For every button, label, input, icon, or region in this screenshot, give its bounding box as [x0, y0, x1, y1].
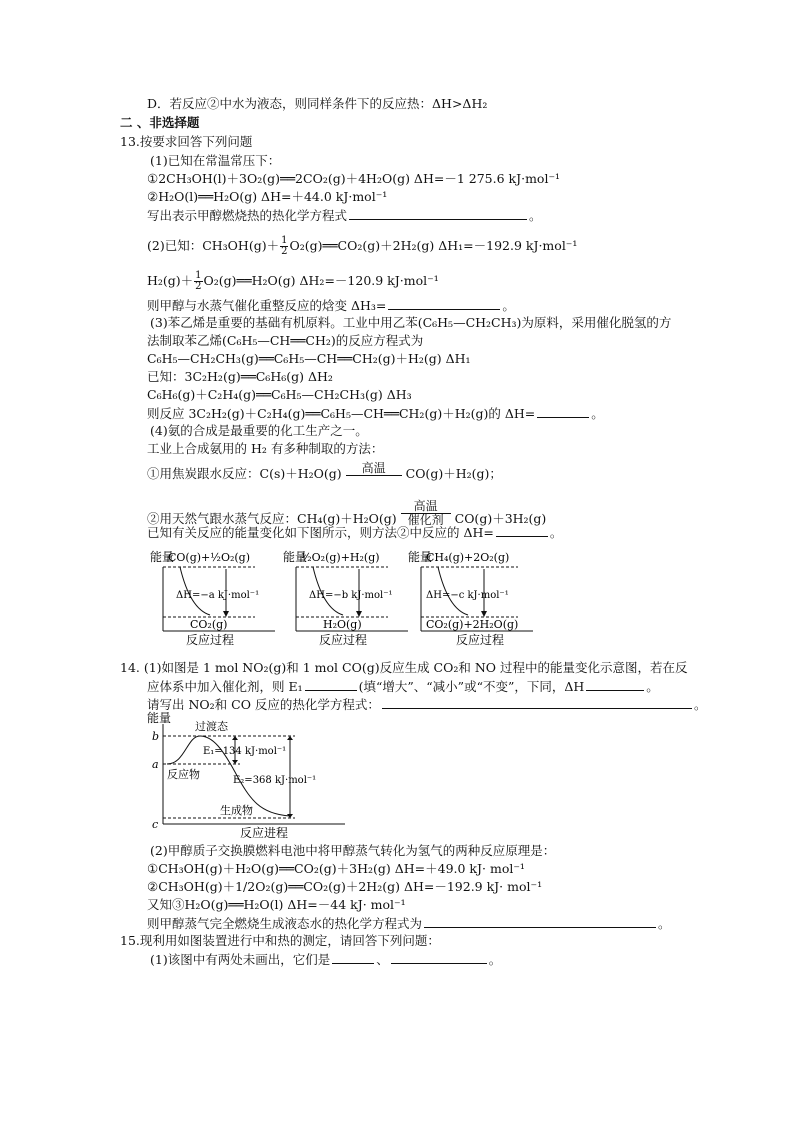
activation-energy-diagram — [145, 710, 355, 838]
y-axis-label: 能量 — [147, 711, 172, 725]
x-axis-label: 反应过程 — [456, 633, 505, 647]
answer-blank[interactable] — [424, 915, 656, 928]
q13-4-ask: 已知有关反应的能量变化如下图所示，则方法②中反应的 ΔH= 。 — [147, 525, 563, 540]
y-axis-label: 能量 — [408, 550, 433, 564]
x-axis-label: 反应过程 — [319, 633, 368, 647]
delta-h-label: ΔH=−b kJ·mol⁻¹ — [309, 590, 393, 601]
q13-1-eq2: ②H₂O(l)══H₂O(g) ΔH=＋44.0 kJ·mol⁻¹ — [147, 189, 388, 204]
q14-line2: 应体系中加入催化剂，则 E₁ (填“增大”、“减小”或“不变”，下同，ΔH 。 — [147, 679, 659, 694]
answer-blank[interactable] — [382, 696, 692, 709]
answer-blank[interactable] — [349, 207, 527, 220]
y-axis-label: 能量 — [283, 550, 308, 564]
answer-blank[interactable] — [332, 951, 374, 964]
level-c: c — [152, 818, 159, 831]
reactant-label: ½O₂(g)+H₂(g) — [301, 551, 380, 564]
q13-3-eq3: C₆H₆(g)＋C₂H₄(g)══C₆H₅—CH₂CH₃(g) ΔH₃ — [147, 387, 412, 402]
q13-4-line1: (4)氨的合成是最重要的化工生产之一。 — [150, 423, 368, 438]
section-heading: 二 、非选择题 — [120, 115, 200, 130]
q14-line1: 14. (1)如图是 1 mol NO₂(g)和 1 mol CO(g)反应生成 CO₂和 NO 过程中的能量变化示意图，若在反 — [120, 660, 688, 675]
level-b: b — [152, 730, 160, 743]
fraction-half: $\frac{1}{2}$ — [195, 270, 202, 292]
answer-blank[interactable] — [537, 405, 589, 418]
q13-2-eq2: H₂(g)＋ $\frac{1}{2}$ O₂(g)══H₂O(g) ΔH₂=－120.9 kJ·mol⁻¹ — [147, 270, 439, 292]
y-axis-label: 能量 — [150, 550, 175, 564]
energy-diagram-h2 — [283, 549, 408, 647]
answer-blank[interactable] — [305, 678, 357, 691]
delta-h-label: ΔH=−a kJ·mol⁻¹ — [176, 590, 260, 601]
q13-2-eq1: (2)已知：CH₃OH(g)＋ $\frac{1}{2}$ O₂(g)══CO₂(g)＋2H₂(g) ΔH₁=－192.9 kJ·mol⁻¹ — [147, 235, 578, 257]
q13-1-ask: 写出表示甲醇燃烧热的热化学方程式 。 — [147, 208, 542, 223]
q13-3-line1: (3)苯乙烯是重要的基础有机原料。工业中用乙苯(C₆H₅—CH₂CH₃)为原料，采用催化脱氢的方 — [150, 315, 672, 330]
q13-1: (1)已知在常温常压下： — [150, 153, 281, 168]
q13-2-ask: 则甲醇与水蒸气催化重整反应的焓变 ΔH₃= 。 — [147, 298, 515, 313]
q15-1: (1)该图中有两处未画出，它们是 、 。 — [150, 952, 502, 967]
q13-1-eq1: ①2CH₃OH(l)＋3O₂(g)══2CO₂(g)＋4H₂O(g) ΔH=－1 275.6 kJ·mol⁻¹ — [147, 171, 561, 186]
q13-4-line2: 工业上合成氨用的 H₂ 有多种制取的方法： — [147, 441, 384, 456]
x-axis-label: 反应进程 — [240, 826, 289, 838]
q14-2-eq1: ①CH₃OH(g)＋H₂O(g)══CO₂(g)＋3H₂(g) ΔH=＋49.0 kJ· mol⁻¹ — [147, 861, 525, 876]
q14-2-ask: 则甲醇蒸气完全燃烧生成液态水的热化学方程式为 。 — [147, 916, 671, 931]
q15-stem: 15.现利用如图装置进行中和热的测定，请回答下列问题： — [120, 933, 440, 948]
reactant-label: 反应物 — [167, 768, 200, 781]
e2-label: E₂=368 kJ·mol⁻¹ — [233, 775, 317, 786]
q13-stem: 13.按要求回答下列问题 — [120, 134, 253, 149]
q14-line3: 请写出 NO₂和 CO 反应的热化学方程式： 。 — [147, 697, 707, 712]
q13-4-method1: ①用焦炭跟水反应：C(s)＋H₂O(g) 高温 CO(g)＋H₂(g)； — [147, 461, 502, 481]
reaction-condition: 高温 催化剂 — [401, 500, 451, 527]
energy-diagrams — [150, 545, 540, 650]
answer-blank[interactable] — [496, 524, 548, 537]
q14-2-eq3: 又知③H₂O(g)══H₂O(l) ΔH=－44 kJ· mol⁻¹ — [147, 897, 406, 912]
fraction-half: $\frac{1}{2}$ — [281, 235, 288, 257]
answer-blank[interactable] — [388, 297, 500, 310]
e1-label: E₁=134 kJ·mol⁻¹ — [203, 746, 287, 757]
answer-blank[interactable] — [391, 951, 487, 964]
reactant-label: CO(g)+½O₂(g) — [168, 551, 250, 564]
transition-state-label: 过渡态 — [195, 720, 228, 733]
q13-3-eq1: C₆H₅—CH₂CH₃(g)══C₆H₅—CH══CH₂(g)＋H₂(g) ΔH₁ — [147, 351, 471, 366]
product-label: CO₂(g)+2H₂O(g) — [426, 618, 519, 631]
option-d: D．若反应②中水为液态，则同样条件下的反应热：ΔH>ΔH₂ — [147, 96, 488, 111]
reaction-condition: 高温 — [346, 462, 402, 476]
q14-2-eq2: ②CH₃OH(g)＋1/2O₂(g)══CO₂(g)＋2H₂(g) ΔH=－192.9 kJ· mol⁻¹ — [147, 879, 543, 894]
energy-diagram-ch4 — [408, 549, 533, 647]
product-label: H₂O(g) — [323, 618, 362, 631]
product-label: CO₂(g) — [190, 618, 228, 631]
answer-blank[interactable] — [586, 678, 644, 691]
q14-2-stem: (2)甲醇质子交换膜燃料电池中将甲醇蒸气转化为氢气的两种反应原理是： — [150, 843, 556, 858]
level-a: a — [152, 758, 159, 771]
product-label: 生成物 — [220, 804, 253, 817]
energy-diagram-co — [150, 549, 275, 647]
q13-3-line2: 法制取苯乙烯(C₆H₅—CH══CH₂)的反应方程式为 — [147, 333, 424, 348]
q13-3-eq2: 已知：3C₂H₂(g)══C₆H₆(g) ΔH₂ — [147, 369, 333, 384]
delta-h-label: ΔH=−c kJ·mol⁻¹ — [426, 590, 509, 601]
q13-4-method2: ②用天然气跟水蒸气反应：CH₄(g)＋H₂O(g) 高温 催化剂 CO(g)＋3H₂(g) — [147, 499, 547, 527]
x-axis-label: 反应过程 — [186, 633, 235, 647]
reactant-label: CH₄(g)+2O₂(g) — [426, 551, 510, 564]
q13-3-ask: 则反应 3C₂H₂(g)＋C₂H₄(g)══C₆H₅—CH══CH₂(g)＋H₂(g)的 ΔH= 。 — [147, 406, 604, 421]
